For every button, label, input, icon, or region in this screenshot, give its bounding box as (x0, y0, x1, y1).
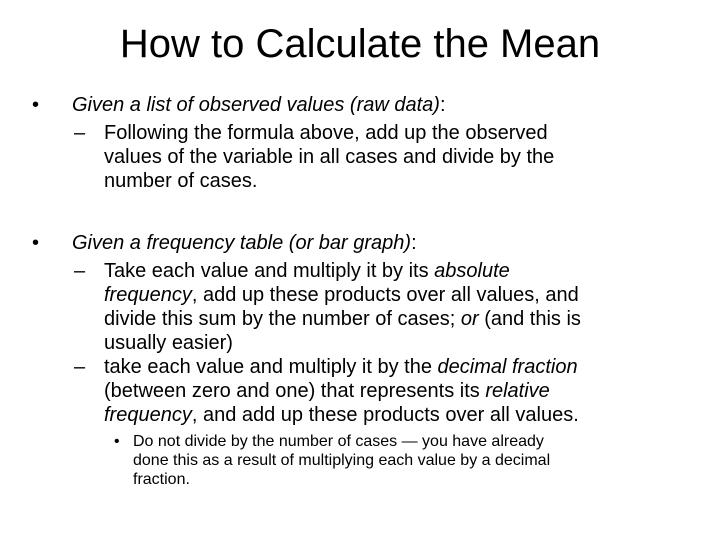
bullet-marker: • (32, 232, 40, 254)
dash-marker: – (74, 260, 86, 282)
bullet-frequency-table (32, 231, 682, 255)
sub-bullet-relative-frequency-text: take each value and multiply it by the decimal fraction (between zero and one) that represents its relative frequency, and add up these products over all values. (104, 356, 579, 426)
bullet-raw-data (32, 93, 682, 117)
dash-marker: – (74, 122, 86, 144)
note-do-not-divide (114, 432, 674, 489)
bullet-marker: • (114, 433, 120, 450)
slide-title: How to Calculate the Mean (119, 22, 601, 66)
sub-bullet-absolute-frequency-text: Take each value and multiply it by its absolute frequency, add up these products over all values, and divide this sum by the number of cases; or (and this is usually easier) (104, 260, 581, 354)
bullet-frequency-table-lead: Given a frequency table (or bar graph) (72, 232, 412, 254)
bullet-frequency-table-text: Given a frequency table (or bar graph): (72, 232, 417, 254)
note-do-not-divide-text: Do not divide by the number of cases — you have already done this as a result of multiplying each value by a decimal fraction. (133, 433, 551, 488)
sub-bullet-relative-frequency (74, 355, 684, 427)
sub-bullet-absolute-frequency (74, 259, 684, 355)
bullet-raw-data-lead: Given a list of observed values (raw data) (72, 94, 440, 116)
sub-bullet-formula (74, 121, 684, 193)
bullet-raw-data-text: Given a list of observed values (raw data): (72, 94, 446, 116)
sub-bullet-formula-text: Following the formula above, add up the observed values of the variable in all cases and divide by the number of cases. (104, 122, 555, 192)
bullet-marker: • (32, 94, 40, 116)
dash-marker: – (74, 356, 86, 378)
